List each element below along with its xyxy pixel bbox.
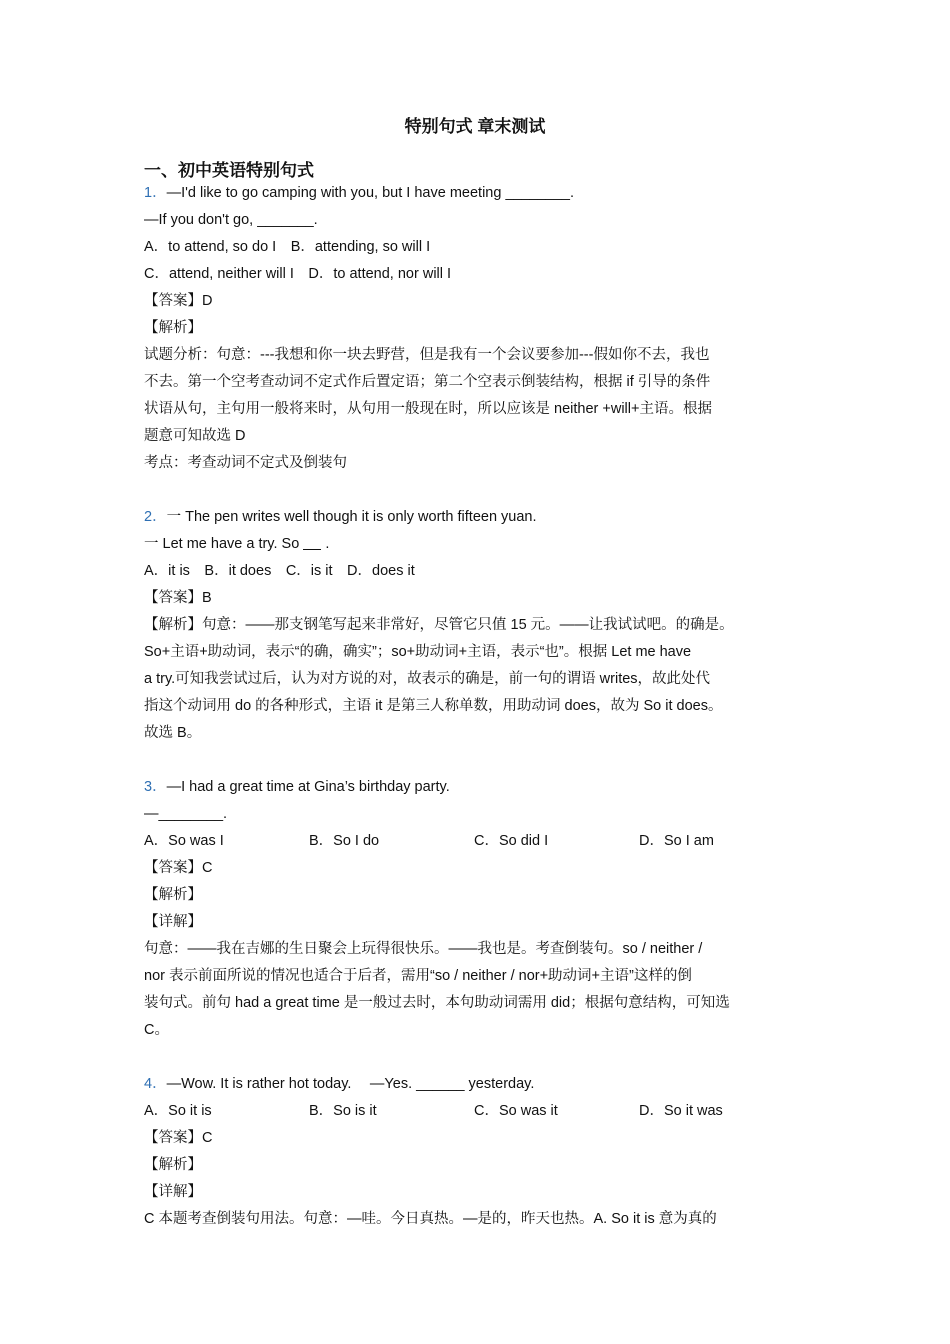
question-number: 2．	[144, 509, 167, 525]
option-b: B．So I do	[309, 833, 380, 849]
question-3-analysis-label: 【解析】	[144, 887, 202, 903]
question-3-detail: 句意：——我在吉娜的生日聚会上玩得很快乐。——我也是。考查倒装句。so / neither /	[144, 941, 703, 957]
question-1-analysis: 状语从句，主句用一般将来时，从句用一般现在时，所以应该是 neither +will+主语。根据	[144, 401, 712, 417]
question-2-analysis: 【解析】句意：——那支钢笔写起来非常好，尽管它只值 15 元。——让我试试吧。的确是。	[144, 617, 734, 633]
answer-blank	[303, 535, 321, 550]
document-title: 特别句式 章末测试	[404, 117, 546, 136]
section-heading: 一、初中英语特别句式	[144, 161, 314, 180]
question-3-detail-label: 【详解】	[144, 914, 202, 930]
option-a: A．So it is	[144, 1103, 212, 1119]
document-body	[144, 180, 824, 1233]
option-c: C．So did I	[474, 833, 549, 849]
option-d: D．So it was	[639, 1103, 723, 1119]
question-number: 1．	[144, 185, 167, 201]
question-4-detail: C 本题考查倒装句用法。句意：—哇。今日真热。—是的，昨天也热。A. So it is 意为真的	[144, 1211, 717, 1227]
question-3-detail: 装句式。前句 had a great time 是一般过去时，本句助动词需用 did；根据句意结构，可知选	[144, 995, 730, 1011]
question-3-options	[144, 828, 824, 855]
option-c: C．So was it	[474, 1103, 558, 1119]
question-1-analysis-label: 【解析】	[144, 320, 202, 336]
question-3-detail: nor 表示前面所说的情况也适合于后者，需用“so / neither / nor+助动词+主语”这样的倒	[144, 968, 692, 984]
question-3-stem: 3．—I had a great time at Gina’s birthday party.	[144, 779, 450, 795]
question-2-line: 一 Let me have a try. So .	[144, 536, 330, 552]
option-b: B．So is it	[309, 1103, 377, 1119]
question-4-answer: 【答案】C	[144, 1130, 213, 1146]
question-2-analysis: a try.可知我尝试过后，认为对方说的对，故表示的确是，前一句的谓语 writes，故此处代	[144, 671, 711, 687]
question-2-analysis: 指这个动词用 do 的各种形式，主语 it 是第三人称单数，用助动词 does，故为 So it does。	[144, 698, 723, 714]
question-3-detail: C。	[144, 1022, 169, 1038]
question-1-analysis: 不去。第一个空考查动词不定式作后置定语；第二个空表示倒装结构，根据 if 引导的条件	[144, 374, 711, 390]
question-3-line: —________.	[144, 806, 228, 822]
question-number: 4．	[144, 1076, 167, 1092]
question-1-point: 考点：考查动词不定式及倒装句	[144, 455, 347, 471]
question-1-answer: 【答案】D	[144, 293, 213, 309]
question-1-analysis: 试题分析：句意：---我想和你一块去野营，但是我有一个会议要参加---假如你不去，我也	[144, 347, 710, 363]
question-2-stem: 2．一 The pen writes well though it is only worth fifteen yuan.	[144, 509, 537, 525]
question-2-options: A．it is B．it does C．is it D．does it	[144, 563, 415, 579]
question-1-stem: 1．—I'd like to go camping with you, but I have meeting ________.	[144, 185, 574, 201]
question-4-analysis-label: 【解析】	[144, 1157, 202, 1173]
question-2-analysis: So+主语+助动词，表示“的确，确实”；so+助动词+主语，表示“也”。根据 Let me have	[144, 644, 692, 660]
option-d: D．So I am	[639, 833, 714, 849]
question-4-detail-label: 【详解】	[144, 1184, 202, 1200]
question-2-answer: 【答案】B	[144, 590, 212, 606]
question-1-options-ab: A．to attend, so do I B．attending, so will I	[144, 239, 431, 255]
question-4-options	[144, 1098, 824, 1125]
question-1-options-cd: C．attend, neither will I D．to attend, nor will I	[144, 266, 452, 282]
question-1-line: —If you don't go, _______.	[144, 212, 318, 228]
question-1-analysis: 题意可知故选 D	[144, 428, 246, 444]
question-3-answer: 【答案】C	[144, 860, 213, 876]
option-a: A．So was I	[144, 833, 224, 849]
question-2-analysis: 故选 B。	[144, 725, 202, 741]
question-number: 3．	[144, 779, 167, 795]
question-4-stem: 4．—Wow. It is rather hot today. —Yes. ______ yesterday.	[144, 1076, 535, 1092]
